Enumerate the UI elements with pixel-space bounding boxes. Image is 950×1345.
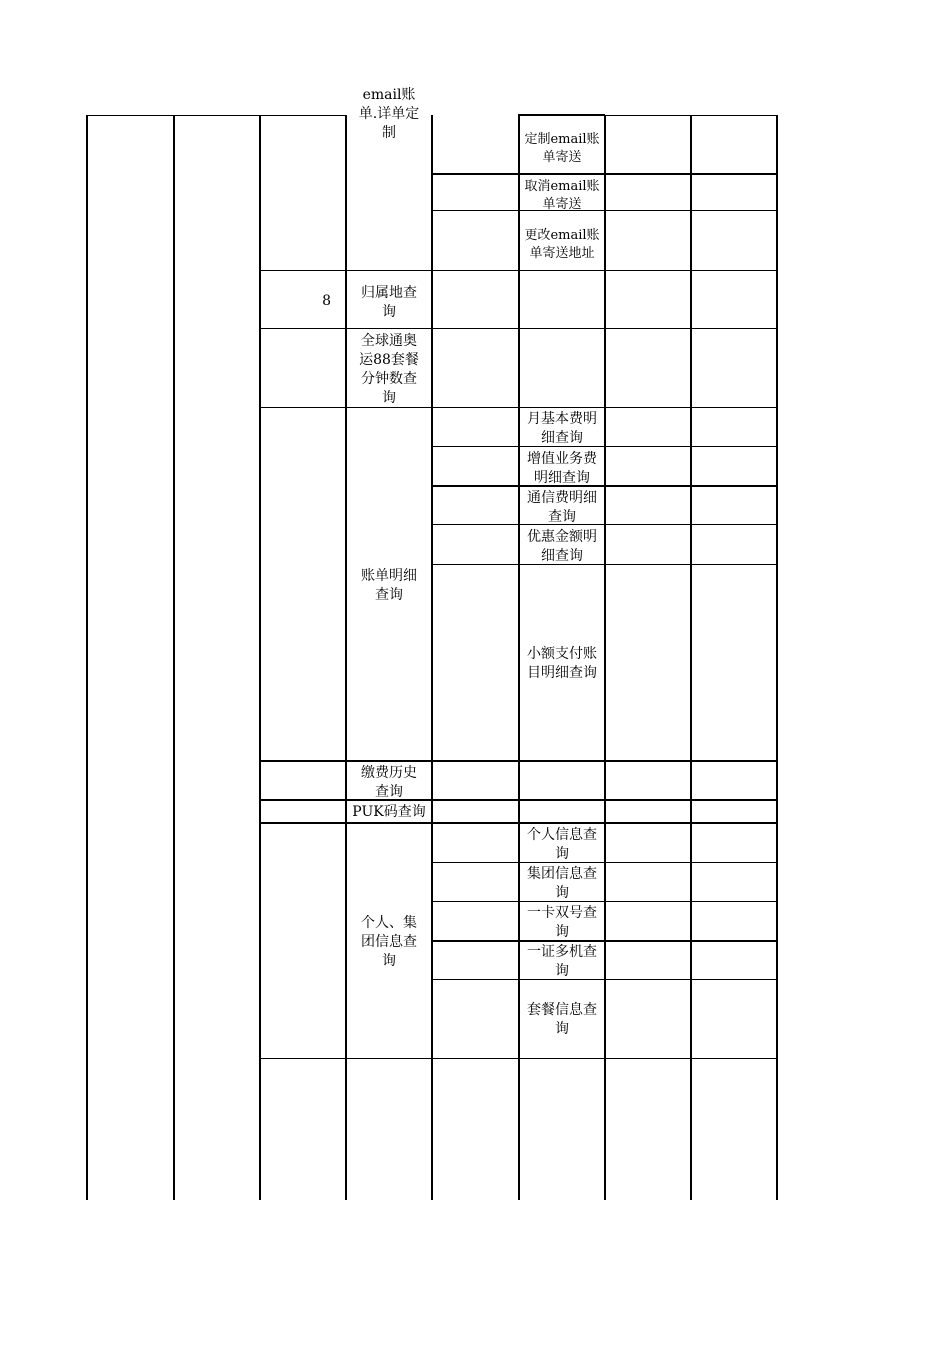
col-line-3 — [259, 115, 261, 1200]
row-line-top — [86, 115, 345, 116]
row-line — [431, 901, 778, 902]
sub-item-one-card-two-numbers: 一卡双号查 询 — [527, 905, 597, 940]
row-line — [259, 270, 778, 271]
region-query-label: 归属地查 询 — [361, 285, 417, 320]
personal-group-label: 个人、集 团信息查 询 — [361, 915, 417, 969]
sub-item-value-added: 增值业务费 明细查询 — [527, 451, 597, 486]
sub-item-discount: 优惠金额明 细查询 — [527, 529, 597, 564]
row-line — [259, 799, 778, 801]
row-line — [431, 485, 778, 487]
row-line — [259, 1058, 778, 1059]
region-row-number: 8 — [322, 293, 331, 309]
col-line-2 — [173, 115, 175, 1200]
row-line — [431, 524, 778, 525]
row-line — [431, 862, 778, 863]
col-line-4 — [345, 115, 347, 1200]
row-line — [431, 446, 778, 447]
row-line — [431, 979, 778, 980]
row-line-top-sub — [518, 114, 605, 116]
row-line — [259, 407, 778, 408]
sub-item-communication-fee: 通信费明细 查询 — [527, 490, 597, 525]
row-line-top-right — [604, 115, 778, 116]
sub-item-email-cancel: 取消email账 单寄送 — [524, 179, 600, 211]
email-custom-label: email账 单.详单定 制 — [358, 87, 420, 141]
sub-item-monthly-fee: 月基本费明 细查询 — [527, 411, 597, 446]
puk-query-label: PUK码查询 — [352, 804, 426, 820]
row-line — [431, 210, 778, 211]
sub-item-one-id-multi-phone: 一证多机查 询 — [527, 944, 597, 979]
row-line — [259, 328, 778, 329]
bill-detail-label: 账单明细 查询 — [361, 568, 417, 603]
col-line-9 — [776, 115, 778, 1200]
row-line — [431, 940, 778, 942]
col-line-5 — [431, 115, 433, 1200]
global-pass-query-label: 全球通奥 运88套餐 分钟数查 询 — [359, 333, 419, 406]
col-line-7 — [604, 115, 606, 1200]
col-line-1 — [86, 115, 88, 1200]
row-line — [259, 760, 778, 762]
sub-item-email-change: 更改email账 单寄送地址 — [524, 228, 600, 261]
sub-item-group-info: 集团信息查 询 — [527, 866, 597, 901]
row-line — [259, 822, 778, 824]
sub-item-personal-info: 个人信息查 询 — [527, 827, 597, 862]
row-line — [431, 564, 778, 565]
sub-item-package-info: 套餐信息查 询 — [527, 1002, 597, 1037]
sub-item-email-custom: 定制email账 单寄送 — [524, 132, 600, 165]
sub-item-micro-payment: 小额支付账 目明细查询 — [527, 646, 597, 681]
payment-history-label: 缴费历史 查询 — [361, 765, 417, 800]
col-line-8 — [690, 115, 692, 1200]
row-line — [431, 173, 778, 175]
